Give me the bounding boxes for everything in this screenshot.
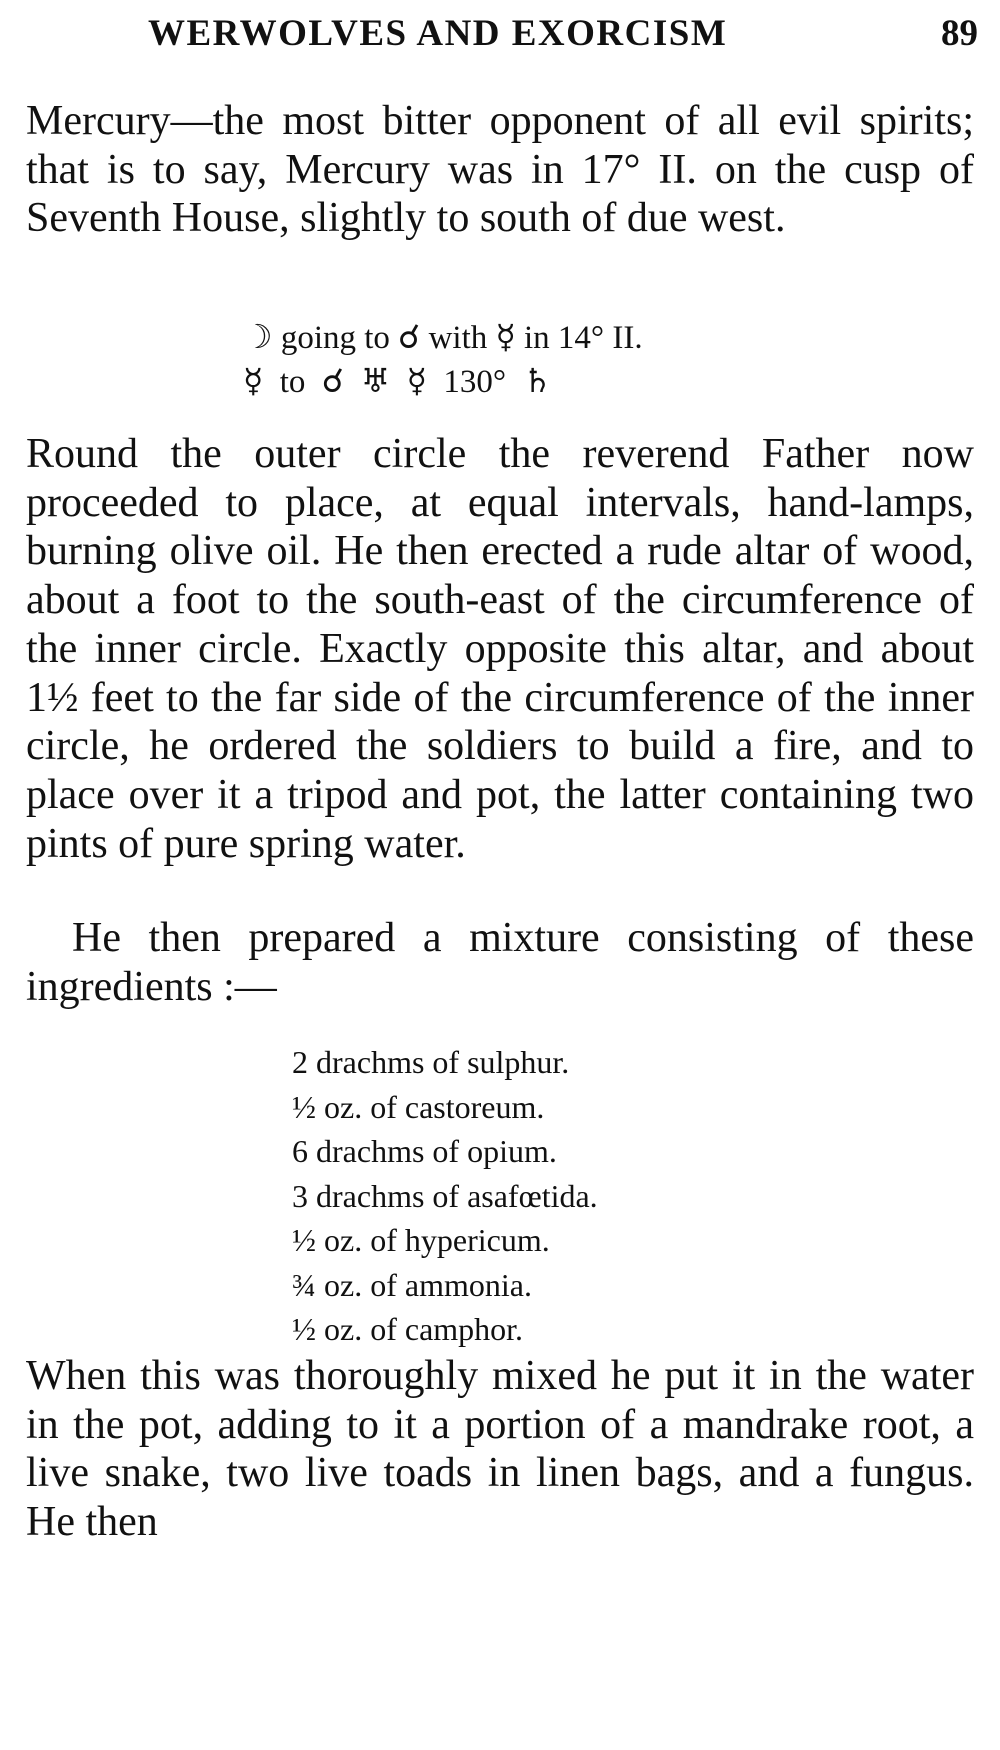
ingredient-item: 2 drachms of sulphur. — [292, 1044, 570, 1080]
notation-line-2: ☿ to ☌ ♅ ☿ 130° ♄ — [243, 364, 553, 400]
paragraph-altar-and-fire: Round the outer circle the reverend Father now proceeded to place, at equal intervals, hand-lamps, burning olive oil. He then erected a rude altar of wood, about a foot to the south-east of the circumference of the inner circle. Exactly opposite this altar, and about 1½ feet to the far side of the circumference of the inner circle, he ordered the soldiers to build a fire, and to place over it a tripod and pot, the latter containing two pints of pure spring water. — [26, 431, 974, 867]
paragraph-mandrake: When this was thoroughly mixed he put it in the water in the pot, adding to it a portion of a mandrake root, a live snake, two live toads in linen bags, and a fungus. He then — [26, 1353, 974, 1546]
ingredient-item: ½ oz. of castoreum. — [292, 1088, 545, 1125]
ingredient-item: ½ oz. of camphor. — [292, 1311, 524, 1347]
ingredient-item: ½ oz. of hypericum. — [292, 1222, 550, 1258]
astrological-notation — [243, 316, 843, 404]
ingredients-list — [292, 1040, 792, 1352]
page-number: 89 — [941, 13, 978, 54]
running-title: WERWOLVES AND EXORCISM — [148, 13, 728, 54]
ingredient-item: 3 drachms of asafœtida. — [292, 1177, 598, 1214]
notation-line-1: ☽ going to ☌ with ☿ in 14° II. — [243, 320, 643, 356]
ingredient-item: 6 drachms of opium. — [292, 1133, 557, 1169]
paragraph-mercury: Mercury—the most bitter opponent of all evil spirits; that is to say, Mercury was in 17° II. on the cusp of Seventh House, slightly to south of due west. — [26, 98, 974, 242]
page-header — [148, 12, 978, 62]
paragraph-mixture-intro: He then prepared a mixture consisting of these ingredients :— — [26, 915, 974, 1010]
ingredient-item: ¾ oz. of ammonia. — [292, 1266, 532, 1303]
